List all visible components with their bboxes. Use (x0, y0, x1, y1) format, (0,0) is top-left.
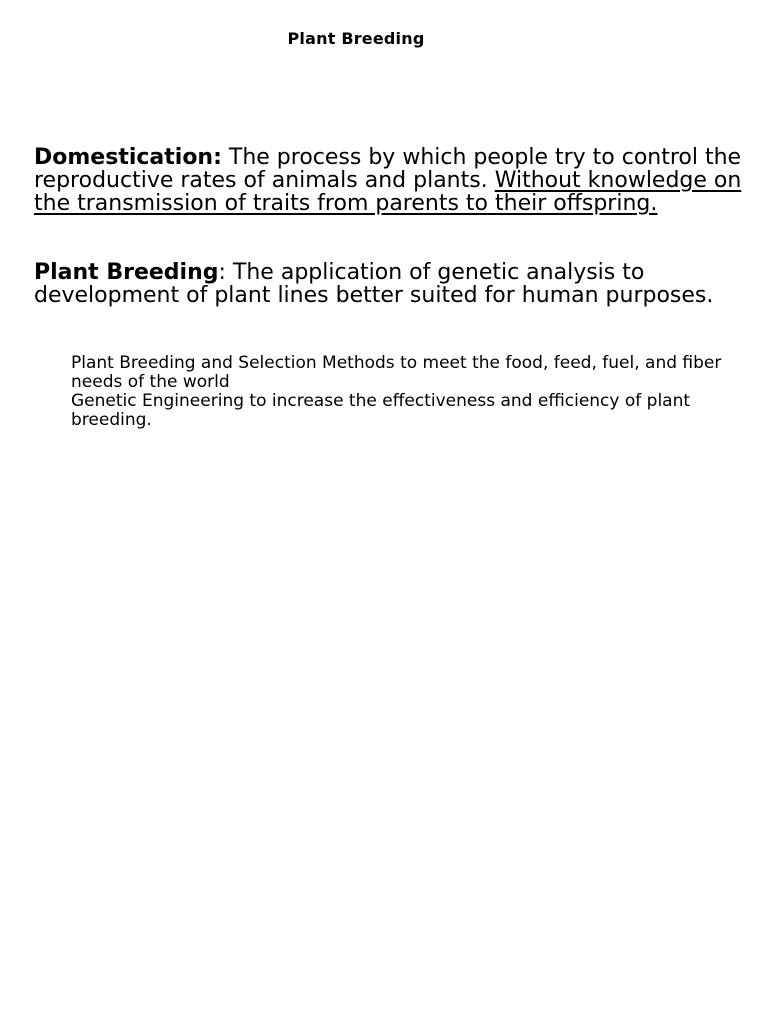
plant-breeding-text: : The application of genetic analysis to development of plant lines better suited for human purposes. (34, 260, 714, 308)
plant-breeding-term: Plant Breeding (34, 260, 219, 285)
domestication-definition (34, 146, 744, 215)
domestication-term: Domestication: (34, 145, 222, 170)
list-item: Genetic Engineering to increase the effectiveness and efficiency of plant breeding. (71, 391, 691, 430)
page-title: Plant Breeding (287, 29, 425, 48)
list-item: Plant Breeding and Selection Methods to meet the food, feed, fuel, and fiber needs of the world (71, 353, 722, 392)
domestication-text: The process by which people try to control the reproductive rates of animals and plants. (34, 145, 742, 193)
domestication-underlined-text: Without knowledge on the transmission of traits from parents to their offspring. (34, 168, 742, 216)
plant-breeding-definition (34, 261, 744, 307)
sub-points-list (71, 354, 761, 430)
